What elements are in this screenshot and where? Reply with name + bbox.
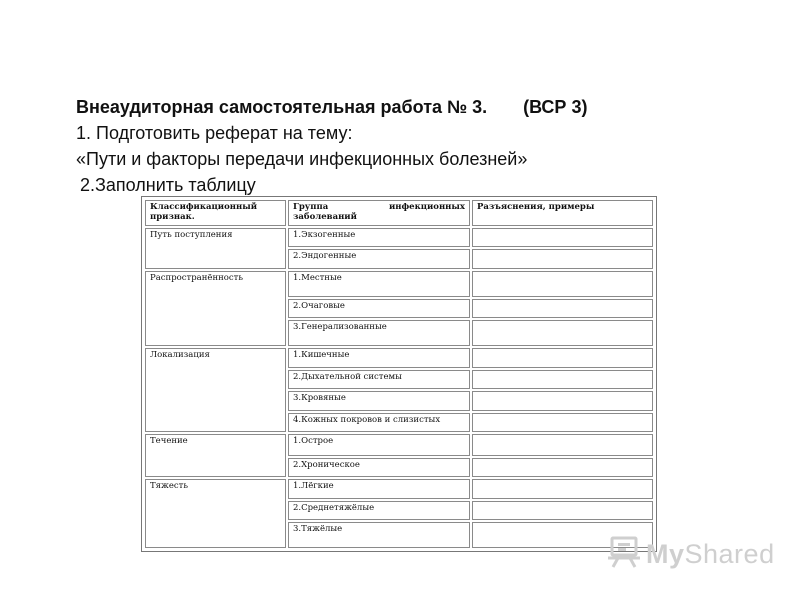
- group-label: Локализация: [145, 348, 286, 432]
- header-group: [288, 200, 470, 226]
- group-item: 2.Эндогенные: [288, 249, 470, 268]
- title-main: Внеаудиторная самостоятельная работа № 3.: [76, 97, 488, 117]
- header-group-word: Группа: [293, 202, 329, 212]
- myshared-logo: [606, 536, 775, 573]
- group-item: 2.Очаговые: [288, 299, 470, 318]
- group-item: 1.Лёгкие: [288, 479, 470, 498]
- header-explanations: Разъяснения, примеры: [472, 200, 653, 226]
- assignment-title: [76, 94, 587, 120]
- header-infectious-word: инфекционных: [388, 202, 465, 212]
- group-label: Распространённость: [145, 271, 286, 346]
- task-1: 1. Подготовить реферат на тему:: [76, 123, 353, 143]
- group-item: 1.Экзогенные: [288, 228, 470, 247]
- table-row: [145, 479, 653, 498]
- explanation-cell[interactable]: [472, 391, 653, 410]
- logo-text-my: My: [646, 539, 685, 569]
- group-label: Течение: [145, 434, 286, 477]
- group-item: 2.Дыхательной системы: [288, 370, 470, 389]
- explanation-cell[interactable]: [472, 348, 653, 368]
- assignment-text: [76, 94, 587, 198]
- table-row: [145, 434, 653, 456]
- explanation-cell[interactable]: [472, 228, 653, 247]
- logo-text-shared: Shared: [684, 539, 775, 569]
- table-row: [145, 271, 653, 297]
- explanation-cell[interactable]: [472, 413, 653, 432]
- classification-table-frame: [141, 196, 657, 552]
- table-row: [145, 228, 653, 247]
- presentation-board-icon: [606, 536, 642, 573]
- title-code: (ВСР 3): [523, 97, 588, 117]
- explanation-cell[interactable]: [472, 299, 653, 318]
- explanation-cell[interactable]: [472, 458, 653, 477]
- topic: «Пути и факторы передачи инфекционных болезней»: [76, 149, 528, 169]
- explanation-cell[interactable]: [472, 320, 653, 346]
- group-label: Тяжесть: [145, 479, 286, 548]
- group-item: 4.Кожных покровов и слизистых: [288, 413, 470, 432]
- group-item: 2.Хроническое: [288, 458, 470, 477]
- explanation-cell[interactable]: [472, 370, 653, 389]
- group-item: 1.Острое: [288, 434, 470, 456]
- group-item: 1.Кишечные: [288, 348, 470, 368]
- table-header-row: [145, 200, 653, 226]
- group-item: 2.Среднетяжёлые: [288, 501, 470, 520]
- header-classification: Классификационный признак.: [145, 200, 286, 226]
- group-label: Путь поступления: [145, 228, 286, 269]
- group-item: 1.Местные: [288, 271, 470, 297]
- group-item: 3.Тяжёлые: [288, 522, 470, 548]
- explanation-cell[interactable]: [472, 434, 653, 456]
- explanation-cell[interactable]: [472, 271, 653, 297]
- group-item: 3.Генерализованные: [288, 320, 470, 346]
- logo-text: [646, 539, 775, 570]
- classification-table: [143, 198, 655, 550]
- explanation-cell[interactable]: [472, 501, 653, 520]
- table-row: [145, 348, 653, 368]
- explanation-cell[interactable]: [472, 249, 653, 268]
- explanation-cell[interactable]: [472, 479, 653, 498]
- group-item: 3.Кровяные: [288, 391, 470, 410]
- header-diseases-word: заболеваний: [293, 212, 357, 222]
- task-2: 2.Заполнить таблицу: [80, 175, 256, 195]
